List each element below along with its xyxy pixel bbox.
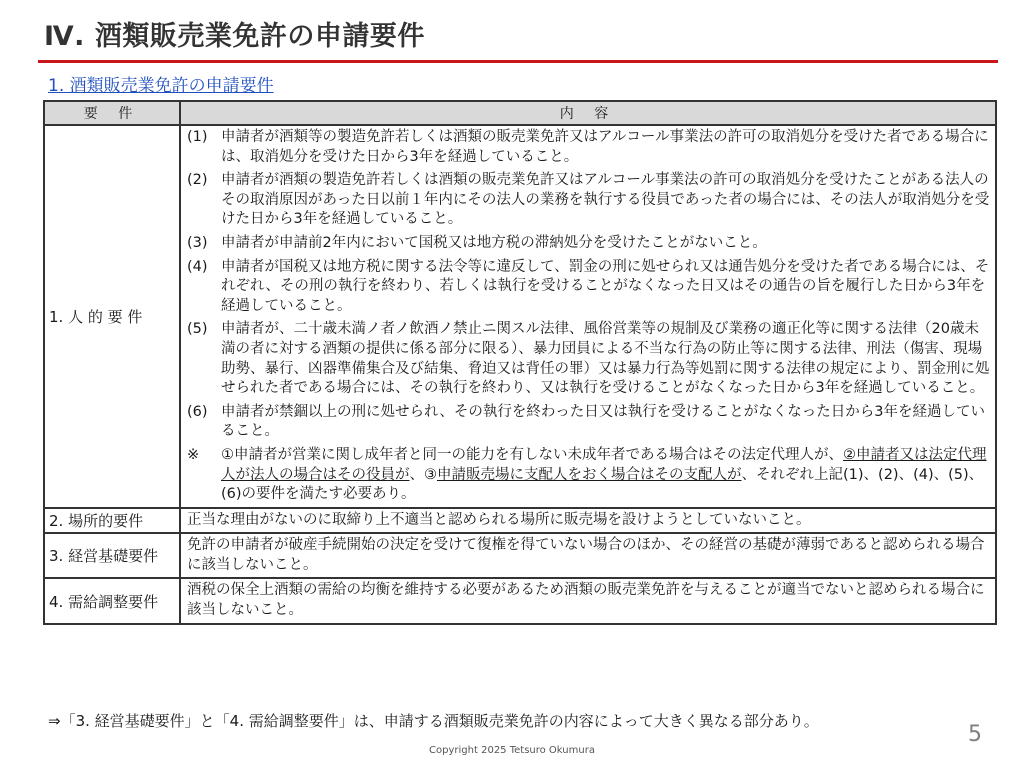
- header-content: 内 容: [180, 101, 996, 125]
- row-label-business-foundation: 3. 経営基礎要件: [44, 533, 180, 578]
- row-content-location: 正当な理由がないのに取締り上不適当と認められる場所に販売場を設けようとしていないこと。: [180, 508, 996, 534]
- note-part-minor: ①申請者が営業に関し成年者と同一の能力を有しない未成年者である場合はその法定代理人が、: [221, 446, 843, 463]
- list-item: [187, 403, 991, 442]
- note-text: [221, 446, 991, 505]
- item-text: 申請者が国税又は地方税に関する法令等に違反して、罰金の刑に処せられ又は通告処分を受けた者である場合には、それぞれ、その刑の執行を終わり、若しくは執行を受けることがなくなった日又はその通告の旨を履行した日から3年を経過していること。: [221, 258, 990, 314]
- note-part-corporate: ②申請者又は法定代理人が法人の場合はその役員が: [221, 446, 987, 483]
- list-item: [187, 234, 991, 254]
- header-requirement: 要 件: [44, 101, 180, 125]
- note-mark: ※: [187, 446, 200, 463]
- list-item: [187, 171, 991, 230]
- table-row-location: [44, 508, 996, 534]
- note-part-separator: 、③: [409, 466, 437, 483]
- row-label-location: 2. 場所的要件: [44, 508, 180, 534]
- row-label-supply-demand: 4. 需給調整要件: [44, 578, 180, 623]
- page-title: Ⅳ. 酒類販売業免許の申請要件: [44, 21, 425, 52]
- footnote: ⇒「3. 経営基礎要件」と「4. 需給調整要件」は、申請する酒類販売業免許の内容によって大きく異なる部分あり。: [48, 712, 819, 730]
- note-part-conclusion: 、それぞれ上記(1)、(2)、(4)、(5)、(6)の要件を満たす必要あり。: [221, 466, 984, 503]
- page-number: 5: [968, 722, 982, 747]
- item-text: 申請者が酒類等の製造免許若しくは酒類の販売業免許又はアルコール事業法の許可の取消処分を受けた者である場合には、取消処分を受けた日から3年を経過していること。: [221, 129, 989, 165]
- item-number: (4): [187, 258, 208, 275]
- item-number: (2): [187, 172, 208, 189]
- row-content-personal: [180, 125, 996, 508]
- list-item: [187, 258, 991, 317]
- row-label-personal: 1. 人 的 要 件: [44, 125, 180, 508]
- table-header-row: [44, 101, 996, 125]
- item-number: (1): [187, 129, 208, 145]
- table-row-business-foundation: [44, 533, 996, 578]
- item-number: (5): [187, 321, 208, 338]
- item-text: 申請者が禁錮以上の刑に処せられ、その執行を終わった日又は執行を受けることがなくなった日から3年を経過していること。: [221, 403, 985, 440]
- item-number: (3): [187, 234, 208, 251]
- row-content-business-foundation: 免許の申請者が破産手続開始の決定を受けて復権を得ていない場合のほか、その経営の基礎が薄弱であると認められる場合に該当しないこと。: [180, 533, 996, 578]
- list-item: [187, 128, 991, 167]
- note-part-manager: 申請販売場に支配人をおく場合はその支配人が: [437, 466, 742, 483]
- note-item: [187, 446, 991, 505]
- title-divider: [38, 60, 998, 63]
- requirements-table: [43, 100, 997, 625]
- item-text: 申請者が、二十歳未満ノ者ノ飲酒ノ禁止ニ関スル法律、風俗営業等の規制及び業務の適正化等に関する法律（20歳未満の者に対する酒類の提供に係る部分に限る）、暴力団員による不当な行為の防止等に関する法律、刑法（傷害、現場助勢、暴行、凶器準備集合及び結集、脅迫又は背任の罪）又は暴力行為等処罰に関する法律の規定により、罰金刑に処せられた者である場合には、その執行を終わり、又は執行を受けることがなくなった日から3年を経過していること。: [221, 321, 990, 397]
- list-item: [187, 320, 991, 398]
- table-row-personal: [44, 125, 996, 508]
- table-row-supply-demand: [44, 578, 996, 623]
- item-text: 申請者が酒類の製造免許若しくは酒類の販売業免許又はアルコール事業法の許可の取消処分を受けたことがある法人のその取消原因があった日以前１年内にその法人の業務を執行する役員であった者の場合には、その法人が取消処分を受けた日から3年を経過していること。: [221, 172, 990, 228]
- item-text: 申請者が申請前2年内において国税又は地方税の滞納処分を受けたことがないこと。: [221, 234, 767, 251]
- copyright: Copyright 2025 Tetsuro Okumura: [429, 745, 595, 756]
- section-subtitle: 1. 酒類販売業免許の申請要件: [48, 76, 274, 96]
- row-content-supply-demand: 酒税の保全上酒類の需給の均衡を維持する必要があるため酒類の販売業免許を与えることが適当でないと認められる場合に該当しないこと。: [180, 578, 996, 623]
- item-number: (6): [187, 403, 208, 420]
